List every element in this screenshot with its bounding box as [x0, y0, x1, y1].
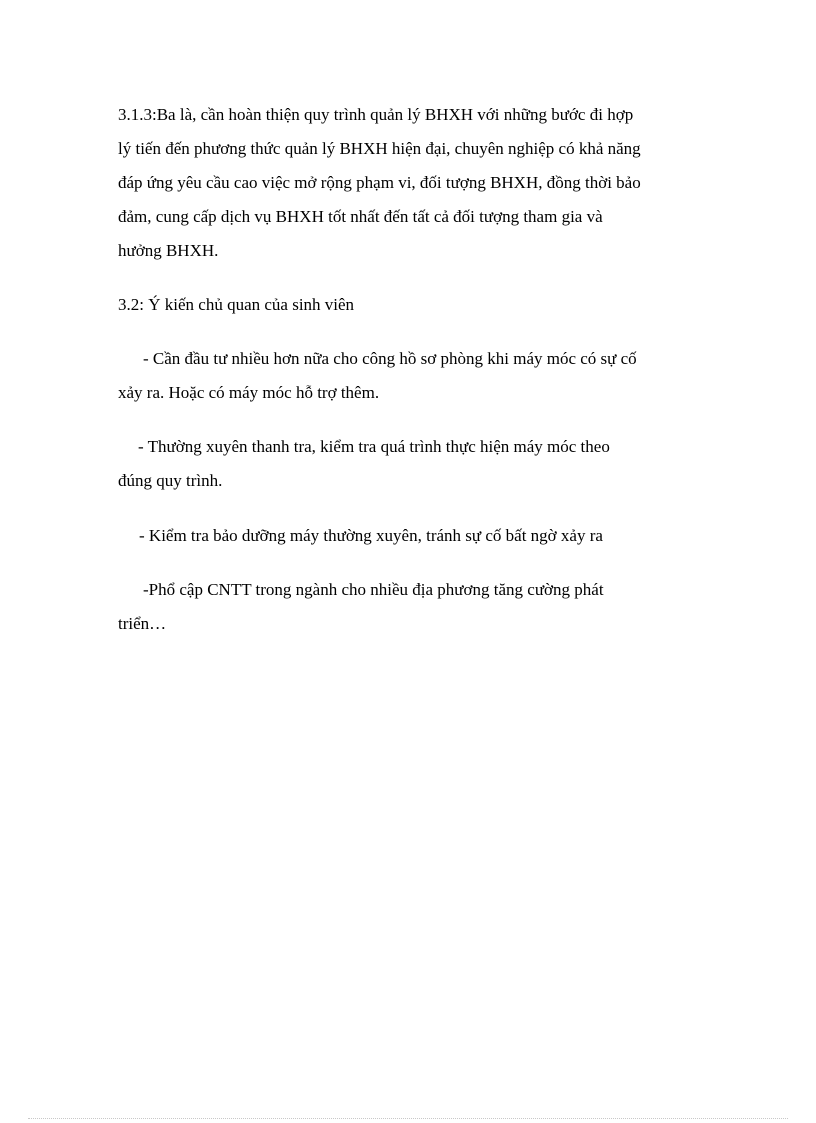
text-line: - Thường xuyên thanh tra, kiểm tra quá trình thực hiện máy móc theo [138, 437, 610, 456]
bullet-item [118, 430, 718, 498]
text-line: lý tiến đến phương thức quản lý BHXH hiện đại, chuyên nghiệp có khả năng [118, 139, 641, 158]
text-line: xảy ra. Hoặc có máy móc hỗ trợ thêm. [118, 383, 380, 402]
text-line: đảm, cung cấp dịch vụ BHXH tốt nhất đến tất cả đối tượng tham gia và [118, 207, 603, 226]
page-bottom-divider [28, 1118, 788, 1119]
text-line: triển… [118, 614, 167, 633]
text-line: 3.1.3:Ba là, cần hoàn thiện quy trình quản lý BHXH với những bước đi hợp [118, 105, 634, 124]
bullet-item [118, 342, 718, 410]
section-heading-3-2 [118, 288, 718, 322]
text-line: - Kiểm tra bảo dưỡng máy thường xuyên, tránh sự cố bất ngờ xảy ra [139, 526, 603, 545]
bullet-item [118, 573, 718, 641]
text-line: hưởng BHXH. [118, 241, 219, 260]
text-line: đáp ứng yêu cầu cao việc mở rộng phạm vi, đối tượng BHXH, đồng thời bảo [118, 173, 641, 192]
bullet-item [118, 519, 718, 553]
heading-text: 3.2: Ý kiến chủ quan của sinh viên [118, 295, 355, 314]
text-line: đúng quy trình. [118, 471, 223, 490]
paragraph-3-1-3 [118, 98, 718, 268]
text-line: -Phổ cập CNTT trong ngành cho nhiều địa phương tăng cường phát [143, 580, 604, 599]
text-line: - Cần đầu tư nhiều hơn nữa cho công hồ sơ phòng khi máy móc có sự cố [143, 349, 637, 368]
